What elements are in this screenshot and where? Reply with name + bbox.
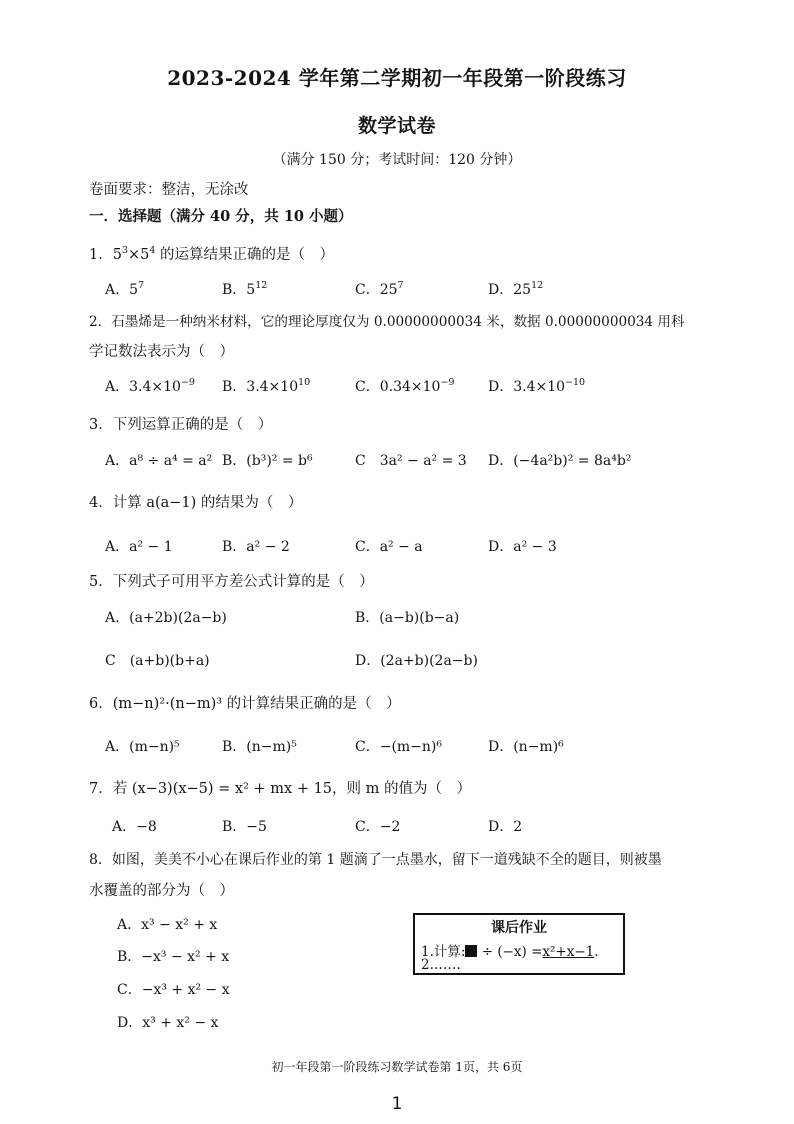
q6-option-c: C．−(m−n)⁶: [355, 739, 443, 755]
paper-requirement: 卷面要求：整洁，无涂改: [89, 182, 249, 198]
question-4: 4．计算 a(a−1) 的结果为（ ）: [89, 495, 303, 511]
section-heading: 一．选择题（满分 40 分，共 10 小题）: [89, 208, 353, 225]
q6-option-b: B．(n−m)⁵: [222, 739, 297, 755]
q2-option-a: A．$3.4\times 10^{-9}$: [105, 377, 195, 395]
q5-option-a: A．(a+2b)(2a−b): [105, 610, 227, 626]
q3-option-c: C 3a² − a² = 3: [355, 453, 467, 469]
q7-option-d: D．2: [488, 819, 523, 835]
question-7: 7．若 (x−3)(x−5) = x² + mx + 15，则 m 的值为（ ）: [89, 781, 472, 797]
question-3: 3．下列运算正确的是（ ）: [89, 417, 273, 433]
exam-info: （满分 150 分；考试时间：120 分钟）: [272, 152, 522, 168]
page-number: 1: [391, 1094, 403, 1114]
q3-option-d: D．(−4a²b)² = 8a⁴b²: [488, 453, 632, 469]
q5-option-b: B．(a−b)(b−a): [355, 610, 460, 626]
q6-option-d: D．(n−m)⁶: [488, 739, 564, 755]
question-2-line-2: 学记数法表示为（ ）: [89, 344, 234, 360]
question-1: 1．$5^3\times 5^4$ 的运算结果正确的是（ ）: [89, 245, 335, 263]
q2-option-d: D．$3.4\times 10^{-10}$: [488, 377, 586, 395]
question-5: 5．下列式子可用平方差公式计算的是（ ）: [89, 574, 374, 590]
question-6: 6．(m−n)²·(n−m)³ 的计算结果正确的是（ ）: [89, 696, 401, 712]
question-8-line-2: 水覆盖的部分为（ ）: [89, 883, 234, 899]
exam-title: 2023-2024 学年第二学期初一年段第一阶段练习: [167, 66, 627, 90]
q2-option-b: B．$3.4\times 10^{10}$: [222, 377, 311, 395]
q7-option-a: A．−8: [112, 819, 157, 835]
q5-option-c: C (a+b)(b+a): [105, 653, 210, 669]
q1-option-b: B．$5^{12}$: [222, 280, 268, 298]
q4-option-c: C．a² − a: [355, 539, 423, 555]
ink-blot-icon: [465, 945, 477, 957]
homework-title: 课后作业: [491, 920, 547, 936]
homework-figure: [413, 913, 625, 975]
q1-option-c: C．$25^7$: [355, 280, 404, 298]
question-2-line-1: 2．石墨烯是一种纳米材料，它的理论厚度仅为 0.00000000034 米，数据 0.00000000034 用科: [89, 314, 685, 330]
q4-option-a: A．a² − 1: [105, 539, 173, 555]
page-footer: 初一年段第一阶段练习数学试卷第 1页，共 6页: [271, 1060, 523, 1074]
q8-option-d: D．x³ + x² − x: [117, 1015, 219, 1031]
q8-option-c: C．−x³ + x² − x: [117, 982, 230, 998]
q6-option-a: A．(m−n)⁵: [105, 739, 180, 755]
q7-option-c: C．−2: [355, 819, 401, 835]
q1-option-a: A．$5^7$: [105, 280, 145, 298]
q7-option-b: B．−5: [222, 819, 267, 835]
homework-line-1: 1.计算: ÷ (−x) =x²+x−1.: [421, 944, 599, 960]
q1-option-d: D．$25^{12}$: [488, 280, 544, 298]
exam-subtitle: 数学试卷: [357, 115, 436, 137]
q4-option-d: D．a² − 3: [488, 539, 557, 555]
q3-option-a: A．a⁸ ÷ a⁴ = a²: [105, 453, 213, 469]
q3-option-b: B．(b³)² = b⁶: [222, 453, 313, 469]
q4-option-b: B．a² − 2: [222, 539, 290, 555]
question-8-line-1: 8．如图，美美不小心在课后作业的第 1 题滴了一点墨水，留下一道残缺不全的题目，则被墨: [89, 852, 662, 868]
q5-option-d: D．(2a+b)(2a−b): [355, 653, 478, 669]
homework-line-2: 2.……: [421, 957, 461, 973]
q2-option-c: C．$0.34\times 10^{-9}$: [355, 377, 455, 395]
q8-option-a: A．x³ − x² + x: [117, 917, 218, 933]
q8-option-b: B．−x³ − x² + x: [117, 949, 230, 965]
